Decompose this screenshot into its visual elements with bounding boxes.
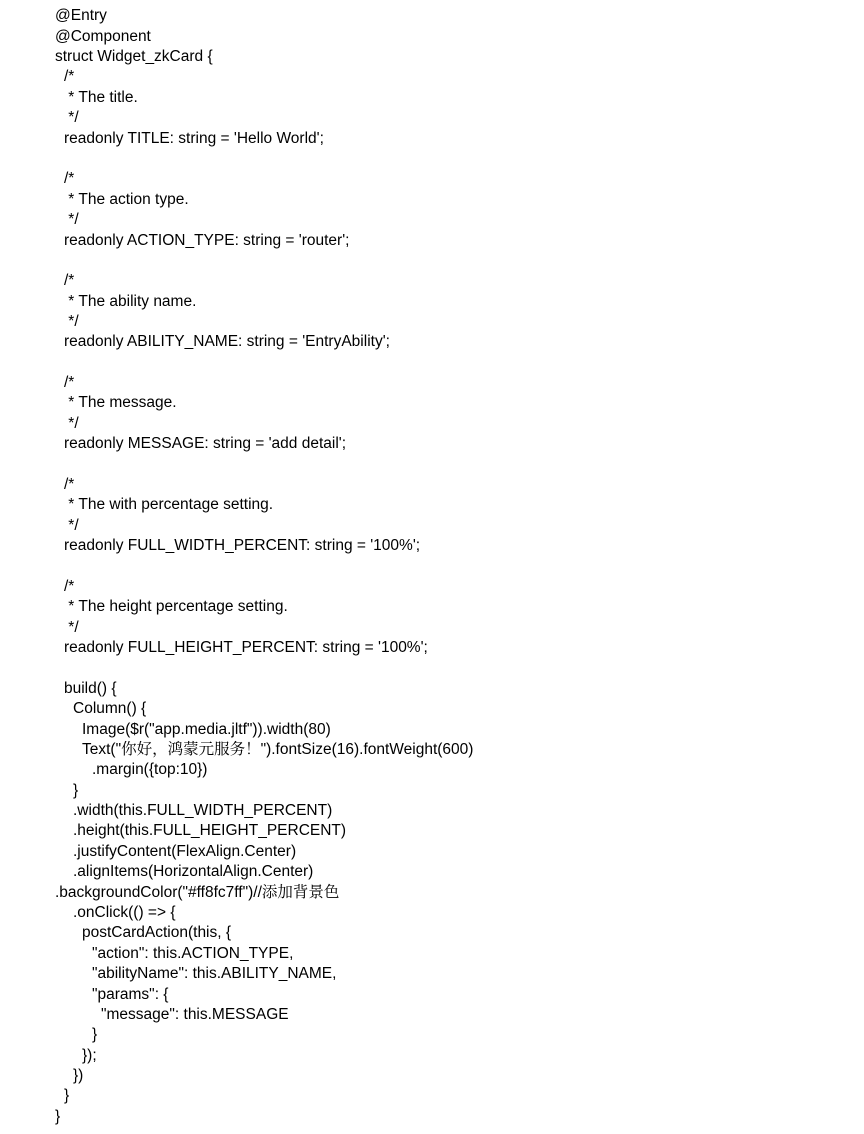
code-line: */ [64, 211, 79, 228]
code-line: /* [64, 68, 75, 85]
code-line: readonly ABILITY_NAME: string = 'EntryAbility'; [64, 333, 390, 350]
code-line: .justifyContent(FlexAlign.Center) [73, 843, 297, 860]
code-line: readonly MESSAGE: string = 'add detail'; [64, 435, 347, 452]
code-line: * The message. [64, 394, 177, 411]
code-line: Column() { [73, 700, 147, 717]
code-line: readonly FULL_WIDTH_PERCENT: string = '100%'; [64, 537, 421, 554]
code-line: .onClick(() => { [73, 904, 176, 921]
code-line: "message": this.MESSAGE [101, 1006, 289, 1023]
code-line: readonly FULL_HEIGHT_PERCENT: string = '100%'; [64, 639, 428, 656]
code-line: .height(this.FULL_HEIGHT_PERCENT) [73, 822, 347, 839]
code-line: .backgroundColor("#ff8fc7ff")//添加背景色 [55, 884, 340, 901]
code-line: @Entry [55, 7, 107, 24]
code-line: */ [64, 619, 79, 636]
code-line: readonly ACTION_TYPE: string = 'router'; [64, 232, 350, 249]
code-line: .alignItems(HorizontalAlign.Center) [73, 863, 314, 880]
code-line: "params": { [92, 986, 169, 1003]
code-line: struct Widget_zkCard { [55, 48, 213, 65]
code-line: } [64, 1087, 70, 1104]
code-line: }); [82, 1047, 97, 1064]
code-line: * The with percentage setting. [64, 496, 274, 513]
code-line: */ [64, 313, 79, 330]
code-line: "abilityName": this.ABILITY_NAME, [92, 965, 337, 982]
code-line: .margin({top:10}) [92, 761, 208, 778]
code-line: * The ability name. [64, 293, 197, 310]
code-line: } [73, 782, 79, 799]
code-line: /* [64, 272, 75, 289]
code-line: * The height percentage setting. [64, 598, 288, 615]
code-line: postCardAction(this, { [82, 924, 232, 941]
code-line: } [92, 1026, 98, 1043]
code-line: */ [64, 109, 79, 126]
code-line: * The action type. [64, 191, 189, 208]
code-line: "action": this.ACTION_TYPE, [92, 945, 294, 962]
code-line: * The title. [64, 89, 138, 106]
code-line: } [55, 1108, 61, 1125]
code-line: .width(this.FULL_WIDTH_PERCENT) [73, 802, 333, 819]
code-line: */ [64, 517, 79, 534]
code-line: build() { [64, 680, 117, 697]
code-line: Text("你好，鸿蒙元服务！").fontSize(16).fontWeight(600) [82, 741, 474, 758]
code-line: }) [73, 1067, 84, 1084]
code-line: readonly TITLE: string = 'Hello World'; [64, 130, 324, 147]
code-line: */ [64, 415, 79, 432]
code-line: /* [64, 578, 75, 595]
code-line: Image($r("app.media.jltf")).width(80) [82, 721, 331, 738]
code-line: /* [64, 170, 75, 187]
code-line: @Component [55, 28, 151, 45]
code-line: /* [64, 476, 75, 493]
code-line: /* [64, 374, 75, 391]
